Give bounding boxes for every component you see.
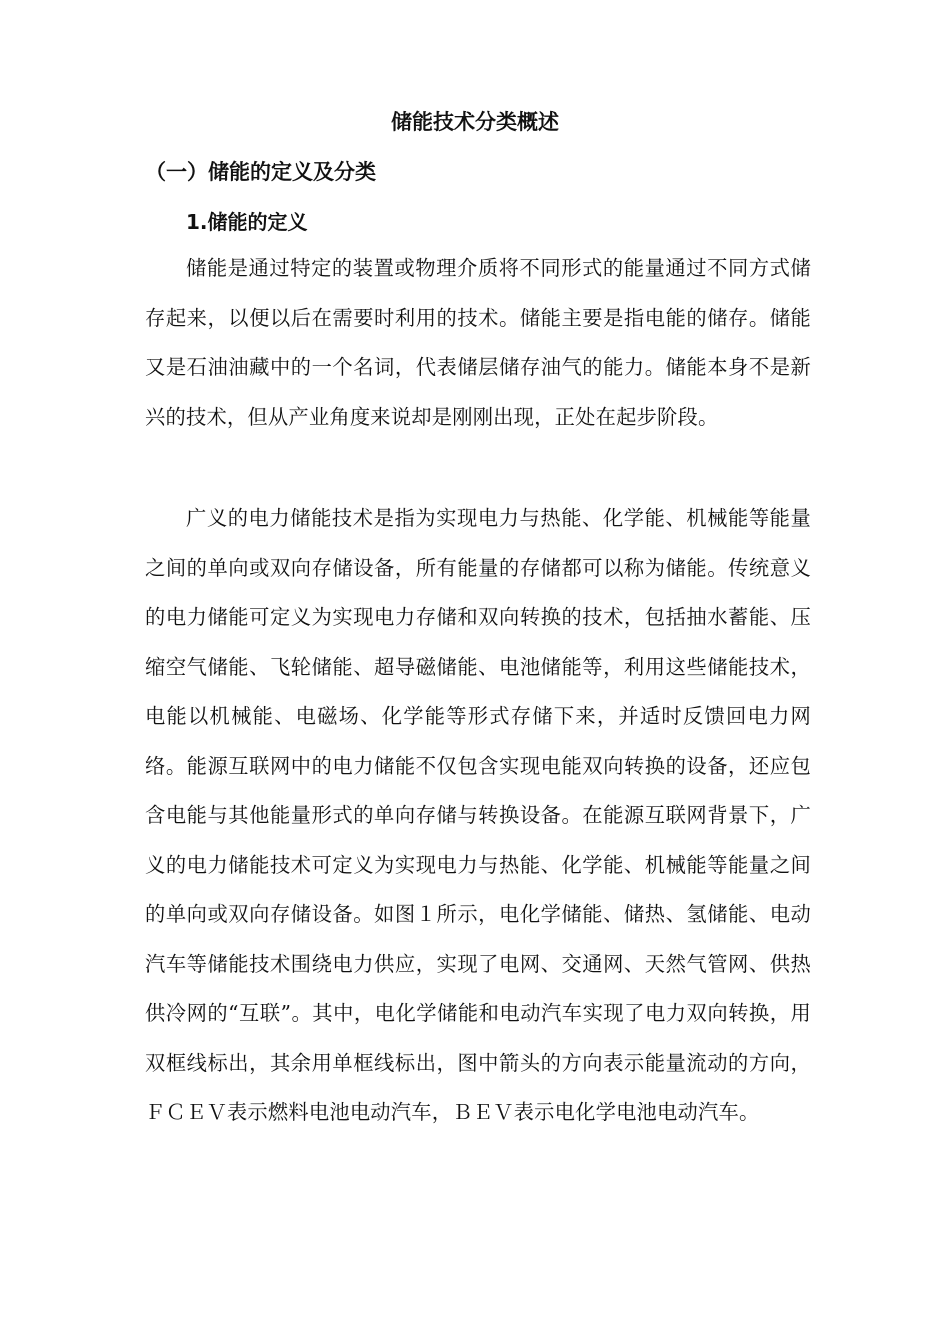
sub-heading: 1.储能的定义 [186,210,308,234]
section-heading: （一）储能的定义及分类 [145,160,376,184]
paragraph-broad-definition: 广义的电力储能技术是指为实现电力与热能、化学能、机械能等能量之间的单向或双向存储设备，所有能量的存储都可以称为储能。传统意义的电力储能可定义为实现电力存储和双向转换的技术，包括抽水蓄能、压缩空气储能、飞轮储能、超导磁储能、电池储能等，利用这些储能技术，电能以机械能、电磁场、化学能等形式存储下来，并适时反馈回电力网络。能源互联网中的电力储能不仅包含实现电能双向转换的设备，还应包含电能与其他能量形式的单向存储与转换设备。在能源互联网背景下，广义的电力储能技术可定义为实现电力与热能、化学能、机械能等能量之间的单向或双向存储设备。如图１所示，电化学储能、储热、氢储能、电动汽车等储能技术围绕电力供应，实现了电网、交通网、天然气管网、供热供冷网的“互联”。其中，电化学储能和电动汽车实现了电力双向转换，用双框线标出，其余用单框线标出，图中箭头的方向表示能量流动的方向，ＦＣＥＶ表示燃料电池电动汽车，ＢＥＶ表示电化学电池电动汽车。 [145,506,811,1124]
paragraph-definition: 储能是通过特定的装置或物理介质将不同形式的能量通过不同方式储存起来，以便以后在需要时利用的技术。储能主要是指电能的储存。储能又是石油油藏中的一个名词，代表储层储存油气的能力。储能本身不是新兴的技术，但从产业角度来说却是刚刚出现，正处在起步阶段。 [145,256,811,429]
document-title: 储能技术分类概述 [391,110,559,134]
